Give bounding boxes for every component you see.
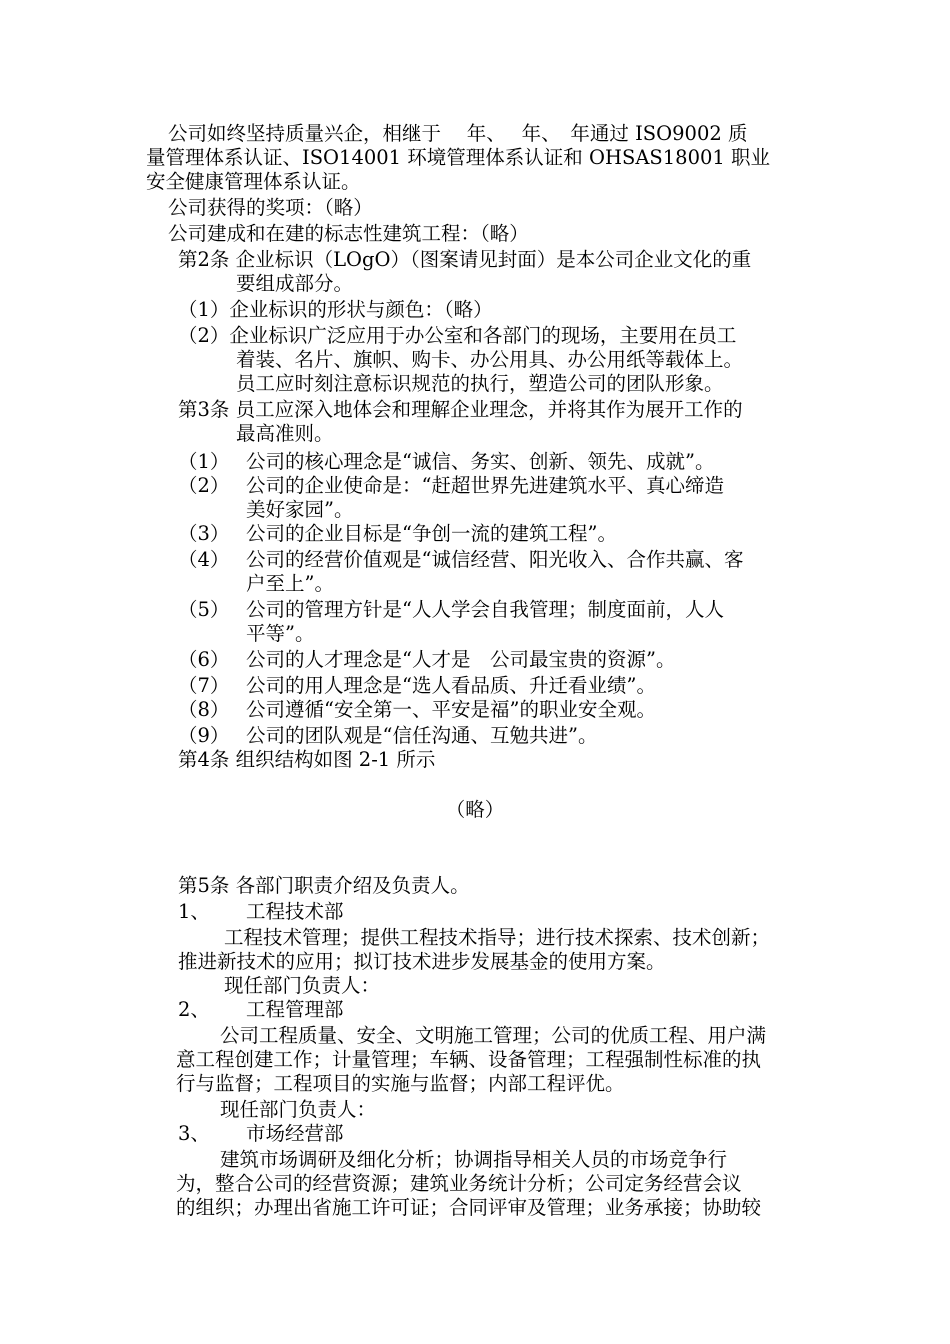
article-3-item-1-text: 公司的核心理念是“诚信、务实、创新、领先、成就”。 (246, 450, 715, 473)
article-3-item-2-num: （2） (178, 474, 230, 497)
dept-2-number: 2、 (178, 998, 210, 1021)
intro-line-2: 量管理体系认证、ISO14001 环境管理体系认证和 OHSAS18001 职业 (146, 146, 771, 169)
dept-1-head: 现任部门负责人： (224, 974, 381, 997)
dept-3-duty-line-3: 的组织；办理出省施工许可证；合同评审及管理；业务承接；协助较 (176, 1196, 762, 1219)
dept-1-name: 工程技术部 (246, 900, 344, 923)
dept-3-number: 3、 (178, 1122, 210, 1145)
article-3-item-5-text-cont: 平等”。 (246, 622, 315, 645)
article-2-item-2-line-3: 员工应时刻注意标识规范的执行，塑造公司的团队形象。 (236, 372, 724, 395)
article-3-item-7-text: 公司的用人理念是“选人看品质、升迁看业绩”。 (246, 674, 656, 697)
article-3-item-9-text: 公司的团队观是“信任沟通、互勉共进”。 (246, 724, 598, 747)
article-3-item-3-text: 公司的企业目标是“争创一流的建筑工程”。 (246, 522, 617, 545)
landmarks-line: 公司建成和在建的标志性建筑工程：（略） (168, 222, 529, 245)
article-3-line-1: 第3条 员工应深入地体会和理解企业理念，并将其作为展开工作的 (178, 398, 743, 421)
dept-3-duty-line-1: 建筑市场调研及细化分析；协调指导相关人员的市场竞争行 (220, 1148, 728, 1171)
figure-placeholder: （略） (445, 798, 505, 821)
article-5-line: 第5条 各部门职责介绍及负责人。 (178, 874, 470, 897)
article-4-line: 第4条 组织结构如图 2-1 所示 (178, 748, 436, 771)
dept-3-duty-line-2: 为，整合公司的经营资源；建筑业务统计分析；公司定务经营会议 (176, 1172, 742, 1195)
article-3-item-8-text: 公司遵循“安全第一、平安是福”的职业安全观。 (246, 698, 656, 721)
article-3-item-5-text: 公司的管理方针是“人人学会自我管理；制度面前，人人 (246, 598, 724, 621)
intro-line-3: 安全健康管理体系认证。 (146, 170, 361, 193)
dept-1-number: 1、 (178, 900, 210, 923)
article-3-line-2: 最高准则。 (236, 422, 334, 445)
dept-1-duty-line-1: 工程技术管理；提供工程技术指导；进行技术探索、技术创新； (224, 926, 771, 949)
dept-2-head: 现任部门负责人： (220, 1098, 377, 1121)
article-3-item-4-text: 公司的经营价值观是“诚信经营、阳光收入、合作共赢、客 (246, 548, 744, 571)
dept-2-duty-line-1: 公司工程质量、安全、文明施工管理；公司的优质工程、用户满 (220, 1024, 767, 1047)
dept-2-duty-line-3: 行与监督；工程项目的实施与监督；内部工程评优。 (176, 1072, 625, 1095)
article-3-item-6-text: 公司的人才理念是“人才是 公司最宝贵的资源”。 (246, 648, 676, 671)
article-3-item-4-text-cont: 户至上”。 (246, 572, 334, 595)
article-3-item-3-num: （3） (178, 522, 230, 545)
article-3-item-4-num: （4） (178, 548, 230, 571)
article-2-item-2-line-2: 着装、名片、旗帜、购卡、办公用具、办公用纸等载体上。 (236, 348, 744, 371)
article-3-item-7-num: （7） (178, 674, 230, 697)
article-3-item-2-text: 公司的企业使命是：“赶超世界先进建筑水平、真心缔造 (246, 474, 724, 497)
intro-line-1: 公司如终坚持质量兴企，相继于 年、 年、 年通过 ISO9002 质 (168, 122, 748, 145)
article-3-item-9-num: （9） (178, 724, 230, 747)
article-3-item-8-num: （8） (178, 698, 230, 721)
article-2-item-1: （1）企业标识的形状与颜色：（略） (178, 298, 493, 321)
article-3-item-2-text-cont: 美好家园”。 (246, 498, 354, 521)
article-2-line-1: 第2条 企业标识（LOgO）（图案请见封面）是本公司企业文化的重 (178, 248, 752, 271)
article-3-item-5-num: （5） (178, 598, 230, 621)
awards-line: 公司获得的奖项：（略） (168, 196, 373, 219)
dept-2-name: 工程管理部 (246, 998, 344, 1021)
article-2-line-2: 要组成部分。 (236, 272, 354, 295)
dept-2-duty-line-2: 意工程创建工作；计量管理；车辆、设备管理；工程强制性标准的执 (176, 1048, 762, 1071)
dept-1-duty-line-2: 推进新技术的应用；拟订技术进步发展基金的使用方案。 (178, 950, 666, 973)
article-3-item-6-num: （6） (178, 648, 230, 671)
dept-3-name: 市场经营部 (246, 1122, 344, 1145)
article-2-item-2-line-1: （2）企业标识广泛应用于办公室和各部门的现场，主要用在员工 (178, 324, 737, 347)
article-3-item-1-num: （1） (178, 450, 230, 473)
